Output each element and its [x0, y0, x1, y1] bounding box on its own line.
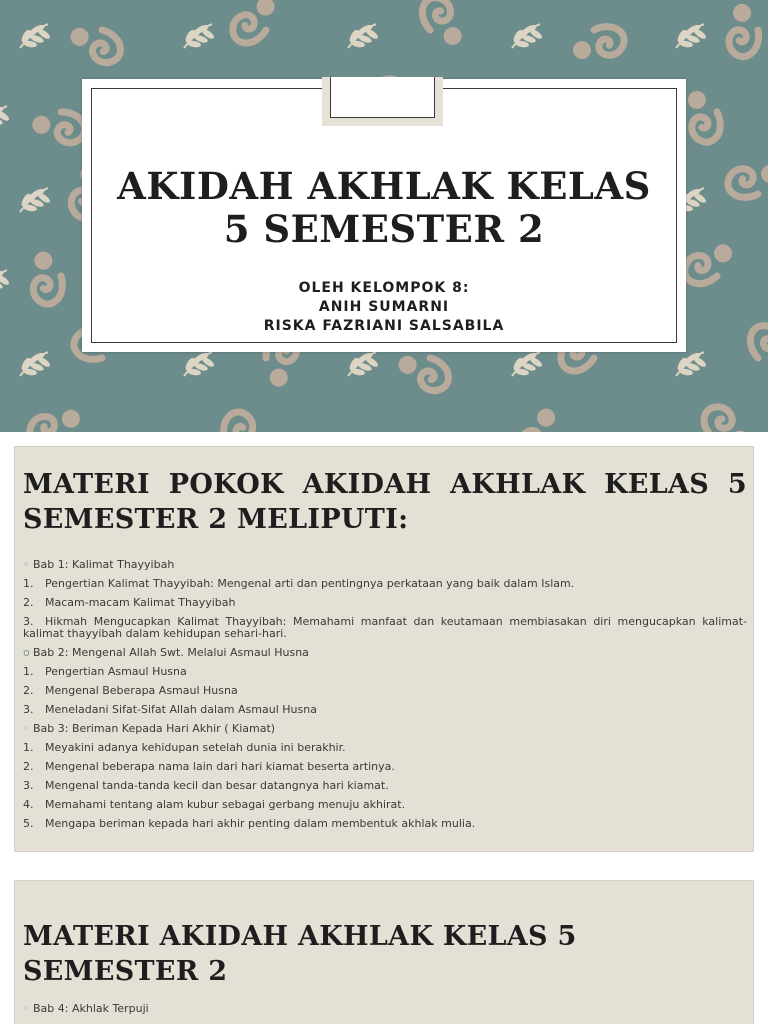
bullet-marker: ◦ — [23, 558, 30, 571]
list-item — [23, 685, 747, 697]
item-number: 3. — [23, 779, 34, 792]
item-text: Pengertian Asmaul Husna — [45, 665, 187, 678]
item-text: Bab 3: Beriman Kepada Hari Akhir ( Kiamat) — [33, 722, 276, 735]
bullet-marker: ◦ — [23, 722, 30, 735]
title-card-tab — [322, 77, 443, 126]
item-text: Meyakini adanya kehidupan setelah dunia ini berakhir. — [45, 741, 346, 754]
item-number: 1. — [23, 577, 34, 590]
list-item — [23, 742, 747, 754]
list-item — [23, 761, 747, 773]
title-line-2: 5 SEMESTER 2 — [223, 207, 545, 251]
list-item — [23, 559, 747, 571]
list-item — [23, 597, 747, 609]
list-item — [23, 666, 747, 678]
list-item — [23, 647, 747, 659]
item-text: Mengapa beriman kepada hari akhir penting dalam membentuk akhlak mulia. — [45, 817, 476, 830]
item-number: 1. — [23, 665, 34, 678]
title-card — [82, 79, 686, 352]
item-number: 3. — [23, 703, 34, 716]
materi-slide — [14, 880, 754, 1024]
list-item — [23, 616, 747, 640]
item-number: 2. — [23, 684, 34, 697]
list-item — [23, 818, 747, 830]
title-line-1: AKIDAH AKHLAK KELAS — [117, 164, 651, 208]
content-list — [23, 559, 747, 837]
author-block — [82, 279, 686, 336]
item-number: 3. — [23, 615, 34, 628]
author-name-2: RISKA FAZRIANI SALSABILA — [263, 318, 505, 334]
item-text: Bab 2: Mengenal Allah Swt. Melalui Asmaul Husna — [33, 646, 309, 659]
presentation-title — [82, 165, 686, 251]
list-item — [23, 780, 747, 792]
item-text: Mengenal Beberapa Asmaul Husna — [45, 684, 238, 697]
slide-heading: MATERI POKOK AKIDAH AKHLAK KELAS 5 SEMESTER 2 MELIPUTI: — [23, 469, 747, 535]
content-list — [23, 1003, 747, 1022]
item-number: 2. — [23, 760, 34, 773]
item-number: 1. — [23, 741, 34, 754]
list-item — [23, 799, 747, 811]
item-number: 5. — [23, 817, 34, 830]
item-text: Mengenal beberapa nama lain dari hari kiamat beserta artinya. — [45, 760, 395, 773]
item-text: Macam-macam Kalimat Thayyibah — [45, 596, 236, 609]
item-number: 4. — [23, 798, 34, 811]
item-text: Bab 1: Kalimat Thayyibah — [33, 558, 175, 571]
item-text: Hikmah Mengucapkan Kalimat Thayyibah: Memahami manfaat dan keutamaan membiasakan diri mengucapkan kalimat-kalimat thayyibah dalam kehidupan sehari-hari. — [23, 615, 747, 640]
item-text: Memahami tentang alam kubur sebagai gerbang menuju akhirat. — [45, 798, 406, 811]
author-name-1: ANIH SUMARNI — [318, 299, 450, 315]
item-text: Meneladani Sifat-Sifat Allah dalam Asmaul Husna — [45, 703, 317, 716]
group-label: OLEH KELOMPOK 8: — [298, 280, 470, 296]
item-text: Bab 4: Akhlak Terpuji — [33, 1002, 149, 1015]
item-text: Mengenal tanda-tanda kecil dan besar datangnya hari kiamat. — [45, 779, 389, 792]
bullet-marker: o — [23, 646, 30, 659]
list-item — [23, 723, 747, 735]
list-item — [23, 578, 747, 590]
bullet-marker: ◦ — [23, 1002, 30, 1015]
list-item — [23, 1003, 747, 1015]
item-text: Pengertian Kalimat Thayyibah: Mengenal arti dan pentingnya perkataan yang baik dalam Islam. — [45, 577, 575, 590]
slide-heading: MATERI AKIDAH AKHLAK KELAS 5 SEMESTER 2 — [23, 921, 577, 987]
item-number: 2. — [23, 596, 34, 609]
list-item — [23, 704, 747, 716]
title-slide — [0, 0, 768, 432]
materi-pokok-slide — [14, 446, 754, 852]
